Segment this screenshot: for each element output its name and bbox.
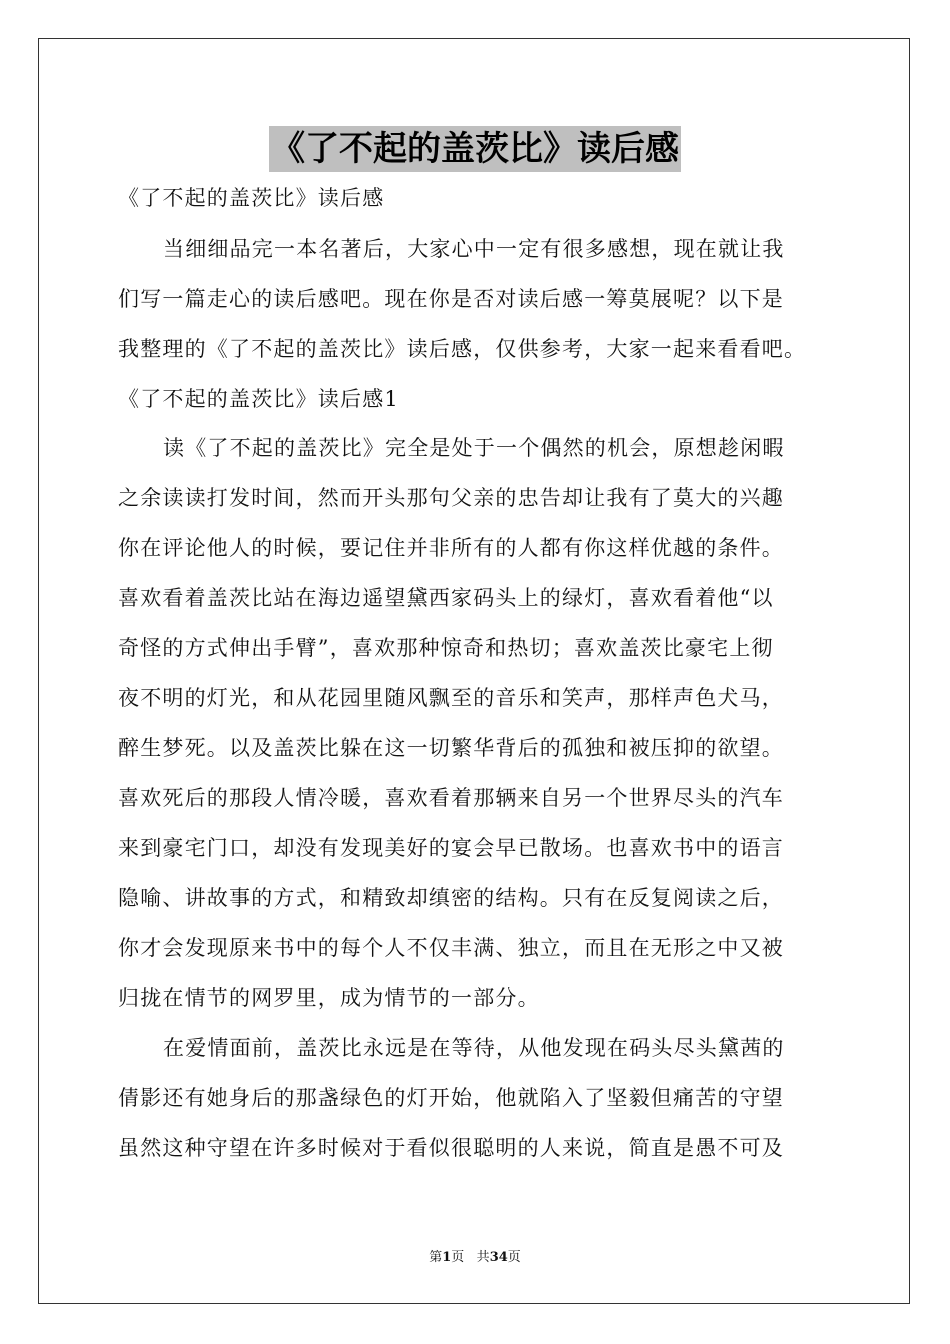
- paragraph-line: 喜欢看着盖茨比站在海边遥望黛西家码头上的绿灯，喜欢看着他“以: [118, 586, 774, 610]
- page-footer: [0, 1246, 950, 1265]
- section-heading: 《了不起的盖茨比》读后感1: [118, 387, 399, 411]
- paragraph-line: 喜欢死后的那段人情冷暖，喜欢看着那辆来自另一个世界尽头的汽车: [118, 786, 784, 810]
- document-title: 《了不起的盖茨比》读后感: [269, 126, 681, 172]
- paragraph-line: 归拢在情节的网罗里，成为情节的一部分。: [118, 986, 540, 1010]
- paragraph-line: 之余读读打发时间，然而开头那句父亲的忠告却让我有了莫大的兴趣: [118, 486, 784, 510]
- paragraph-line: 虽然这种守望在许多时候对于看似很聪明的人来说，简直是愚不可及: [118, 1136, 784, 1160]
- paragraph-line: 醉生梦死。以及盖茨比躲在这一切繁华背后的孤独和被压抑的欲望。: [118, 736, 784, 760]
- page-suffix: 页: [451, 1250, 465, 1265]
- intro-line: 当细细品完一本名著后，大家心中一定有很多感想，现在就让我: [163, 237, 785, 261]
- paragraph-line: 你才会发现原来书中的每个人不仅丰满、独立，而且在无形之中又被: [118, 936, 784, 960]
- paragraph-line: 在爱情面前，盖茨比永远是在等待，从他发现在码头尽头黛茜的: [163, 1036, 785, 1060]
- title-container: [0, 126, 950, 172]
- page-current: 1: [442, 1250, 452, 1265]
- intro-line: 我整理的《了不起的盖茨比》读后感，仅供参考，大家一起来看看吧。: [118, 337, 807, 361]
- paragraph-line: 奇怪的方式伸出手臂”，喜欢那种惊奇和热切；喜欢盖茨比豪宅上彻: [118, 636, 774, 660]
- page-border: [38, 38, 910, 1304]
- total-prefix: 共: [476, 1250, 490, 1265]
- intro-line: 们写一篇走心的读后感吧。现在你是否对读后感一筹莫展呢？以下是: [118, 287, 784, 311]
- paragraph-line: 来到豪宅门口，却没有发现美好的宴会早已散场。也喜欢书中的语言: [118, 836, 784, 860]
- document-subtitle: 《了不起的盖茨比》读后感: [118, 186, 385, 210]
- paragraph-line: 你在评论他人的时候，要记住并非所有的人都有你这样优越的条件。: [118, 536, 784, 560]
- paragraph-line: 倩影还有她身后的那盏绿色的灯开始，他就陷入了坚毅但痛苦的守望: [118, 1086, 784, 1110]
- page-prefix: 第: [429, 1250, 443, 1265]
- paragraph-line: 隐喻、讲故事的方式，和精致却缜密的结构。只有在反复阅读之后，: [118, 886, 784, 910]
- total-suffix: 页: [507, 1250, 521, 1265]
- paragraph-line: 夜不明的灯光，和从花园里随风飘至的音乐和笑声，那样声色犬马，: [118, 686, 784, 710]
- paragraph-line: 读《了不起的盖茨比》完全是处于一个偶然的机会，原想趁闲暇: [163, 436, 785, 460]
- page-total: 34: [489, 1250, 508, 1265]
